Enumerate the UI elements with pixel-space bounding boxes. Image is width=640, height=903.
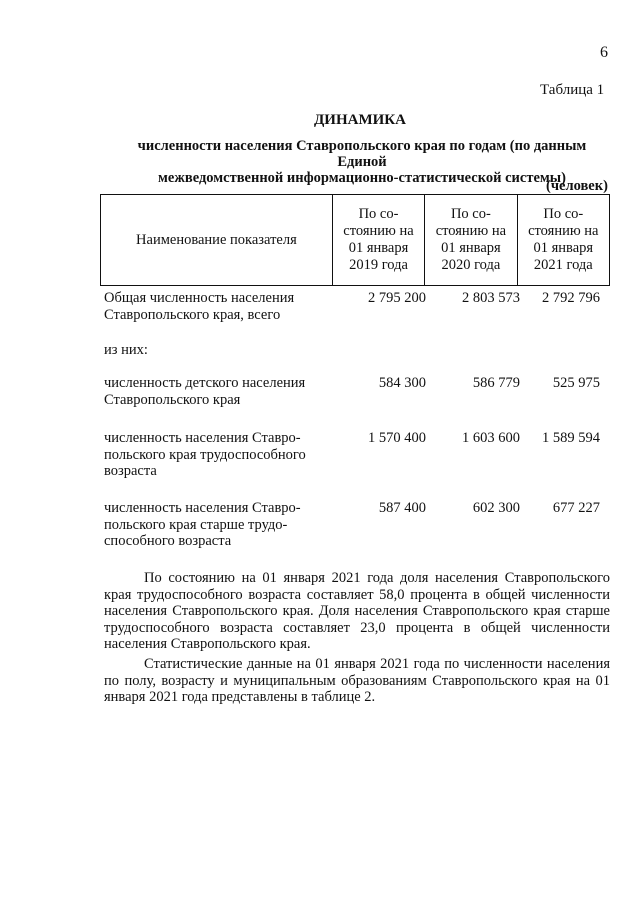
value-2021: 677 227 <box>552 500 600 516</box>
value-2020: 586 779 <box>472 375 520 391</box>
body-paragraph <box>104 656 610 706</box>
row-label <box>104 375 326 408</box>
table-label: Таблица 1 <box>540 82 605 98</box>
row-label-line: численность населения Ставро- <box>104 500 301 516</box>
header-line: стоянию на <box>528 223 599 239</box>
row-label-line: польского края старше трудо- <box>104 516 288 533</box>
value-2020: 602 300 <box>472 500 520 516</box>
row-label-line: Общая численность населения <box>104 290 295 306</box>
row-label <box>104 290 326 323</box>
table-header <box>100 194 610 286</box>
document-title: ДИНАМИКА <box>313 112 407 128</box>
row-label <box>104 500 326 550</box>
page-number: 6 <box>600 44 608 61</box>
body-paragraph <box>104 570 610 653</box>
header-line: стоянию на <box>435 223 507 239</box>
row-label-line: численность населения Ставро- <box>104 430 301 446</box>
paragraph-text: По состоянию на 01 января 2021 года доля населения Ставропольского края трудоспособного возраста составляет 58,0 процента в общей численности населения Ставропольского края. Доля населения Ставропольского края старше трудоспособного возраста составляет 23,0 процента в общей численности населения Ставропольского края. <box>104 570 610 652</box>
header-col-2021 <box>517 195 609 286</box>
value-2020: 1 603 600 <box>462 430 520 446</box>
row-label <box>104 342 326 359</box>
header-line: 2021 года <box>533 257 593 273</box>
row-label-line: из них: <box>104 342 148 358</box>
header-indicator-name: Наименование показателя <box>101 195 333 286</box>
unit-label: (человек) <box>546 178 608 194</box>
value-2021: 2 792 796 <box>542 290 600 306</box>
row-label <box>104 430 326 480</box>
header-line: 01 января <box>441 240 501 256</box>
header-col-2020 <box>425 195 517 286</box>
document-subtitle <box>112 138 612 186</box>
value-2019: 1 570 400 <box>368 430 426 446</box>
value-2019: 587 400 <box>378 500 426 516</box>
header-line: По со- <box>358 206 399 222</box>
subtitle-line: численности населения Ставропольского края по годам (по данным Единой <box>137 138 587 170</box>
row-label-line: способного возраста <box>104 533 232 549</box>
header-line: По со- <box>543 206 584 222</box>
header-line: По со- <box>450 206 491 222</box>
value-2021: 525 975 <box>552 375 600 391</box>
row-label-line: возраста <box>104 463 157 479</box>
row-label-line: Ставропольского края <box>104 391 241 408</box>
header-line: 2019 года <box>349 257 408 273</box>
row-label-line: Ставропольского края, всего <box>104 306 281 323</box>
header-col-2019 <box>332 195 424 286</box>
row-label-line: численность детского населения <box>104 375 306 391</box>
subtitle-line: межведомственной информационно-статистической системы) <box>158 170 566 186</box>
value-2019: 2 795 200 <box>368 290 426 306</box>
header-row <box>101 195 610 286</box>
row-label-line: польского края трудоспособного <box>104 446 306 463</box>
paragraph-text: Статистические данные на 01 января 2021 года по численности населения по полу, возрасту и муниципальным образованиям Ставропольского края на 01 января 2021 года представлены в таблице 2. <box>104 656 610 705</box>
value-2020: 2 803 573 <box>462 290 520 306</box>
header-line: 01 января <box>533 240 594 256</box>
header-line: стоянию на <box>343 223 414 239</box>
header-line: 2020 года <box>441 257 501 273</box>
value-2021: 1 589 594 <box>542 430 600 446</box>
value-2019: 584 300 <box>378 375 426 391</box>
header-line: 01 января <box>348 240 409 256</box>
